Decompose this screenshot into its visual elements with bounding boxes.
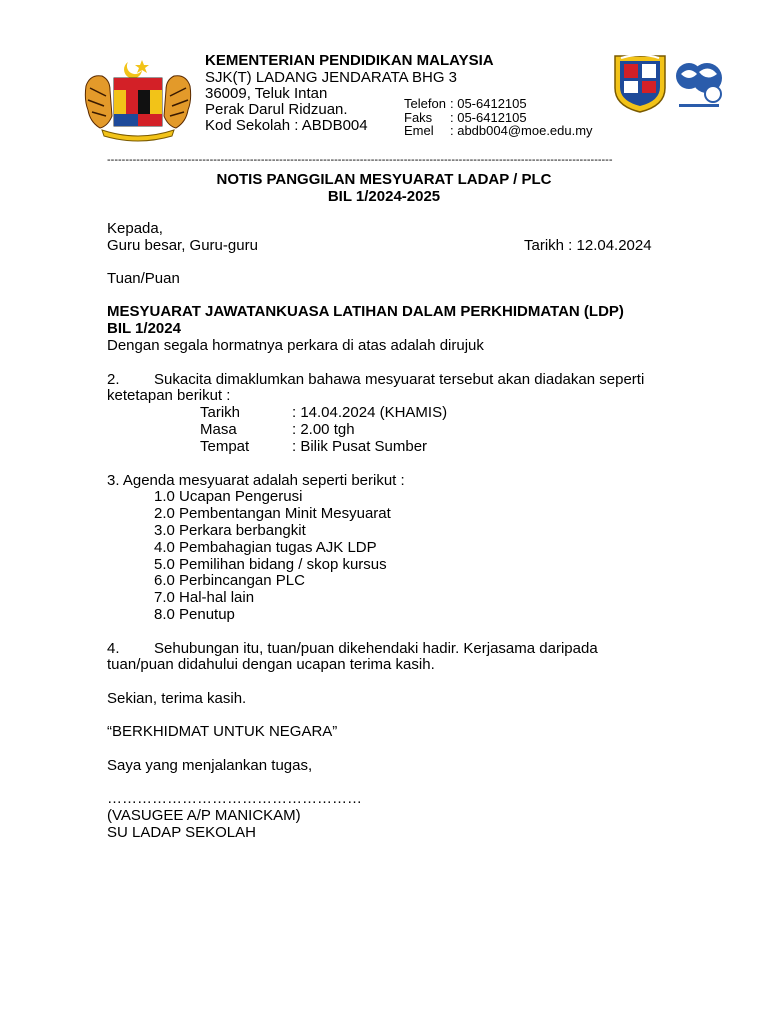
- signatory-position: SU LADAP SEKOLAH: [107, 824, 256, 841]
- email-value: : abdb004@moe.edu.my: [450, 123, 593, 138]
- school-crest-logo: [611, 52, 669, 114]
- agenda-item: 5.0 Pemilihan bidang / skop kursus: [154, 556, 387, 573]
- para4-text-2: tuan/puan didahului dengan ucapan terima kasih.: [107, 656, 435, 673]
- detail-value-date: : 14.04.2024 (KHAMIS): [292, 404, 448, 421]
- email-label: Emel: [404, 123, 434, 138]
- closing-motto: “BERKHIDMAT UNTUK NEGARA”: [107, 723, 338, 740]
- fax-value: : 05-6412105: [450, 110, 527, 125]
- detail-label-time: Masa: [200, 421, 237, 438]
- agenda-item: 2.0 Pembentangan Minit Mesyuarat: [154, 505, 391, 522]
- recipient-to: Kepada,: [107, 220, 163, 237]
- closing-thanks: Sekian, terima kasih.: [107, 690, 247, 707]
- para2-text-2: ketetapan berikut :: [107, 387, 231, 404]
- agenda-item: 4.0 Pembahagian tugas AJK LDP: [154, 539, 377, 556]
- recipient-names: Guru besar, Guru-guru: [107, 237, 258, 254]
- coat-of-arms-logo: [80, 56, 196, 142]
- signatory-name: (VASUGEE A/P MANICKAM): [107, 807, 301, 824]
- para2-text-1: Sukacita dimaklumkan bahawa mesyuarat tersebut akan diadakan seperti: [154, 371, 645, 388]
- agenda-item: 1.0 Ucapan Pengerusi: [154, 488, 303, 505]
- subject-intro: Dengan segala hormatnya perkara di atas adalah dirujuk: [107, 337, 484, 354]
- agenda-item: 3.0 Perkara berbangkit: [154, 522, 306, 539]
- salutation: Tuan/Puan: [107, 270, 180, 287]
- school-name: SJK(T) LADANG JENDARATA BHG 3: [205, 69, 457, 86]
- para2-number: 2.: [107, 371, 120, 388]
- detail-value-place: : Bilik Pusat Sumber: [292, 438, 428, 455]
- fax-label: Faks: [404, 110, 433, 125]
- school-code: Kod Sekolah : ABDB004: [205, 117, 368, 134]
- address-line-2: Perak Darul Ridzuan.: [205, 101, 348, 118]
- education-logo: [673, 56, 725, 110]
- address-line-1: 36009, Teluk Intan: [205, 85, 328, 102]
- notice-title: NOTIS PANGGILAN MESYUARAT LADAP / PLC: [216, 171, 552, 188]
- detail-label-place: Tempat: [200, 438, 250, 455]
- signature-line: ……………………………………………: [107, 790, 362, 807]
- subject-line-2: BIL 1/2024: [107, 320, 181, 337]
- subject-line-1: MESYUARAT JAWATANKUASA LATIHAN DALAM PERKHIDMATAN (LDP): [107, 303, 624, 320]
- ministry-name: KEMENTERIAN PENDIDIKAN MALAYSIA: [205, 52, 494, 69]
- detail-value-time: : 2.00 tgh: [292, 421, 355, 438]
- agenda-item: 8.0 Penutup: [154, 606, 235, 623]
- header-separator: ------------------------------------------------------------------------------------------------------------------------------------------: [107, 154, 613, 166]
- letter-date: Tarikh : 12.04.2024: [524, 237, 652, 254]
- para4-text-1: Sehubungan itu, tuan/puan dikehendaki hadir. Kerjasama daripada: [154, 640, 598, 657]
- agenda-item: 6.0 Perbincangan PLC: [154, 572, 305, 589]
- detail-label-date: Tarikh: [200, 404, 241, 421]
- phone-value: : 05-6412105: [450, 96, 527, 111]
- agenda-heading: 3. Agenda mesyuarat adalah seperti berikut :: [107, 472, 405, 489]
- notice-number: BIL 1/2024-2025: [327, 188, 441, 205]
- phone-label: Telefon: [404, 96, 446, 111]
- agenda-item: 7.0 Hal-hal lain: [154, 589, 255, 606]
- para4-number: 4.: [107, 640, 120, 657]
- closing-duty: Saya yang menjalankan tugas,: [107, 757, 313, 774]
